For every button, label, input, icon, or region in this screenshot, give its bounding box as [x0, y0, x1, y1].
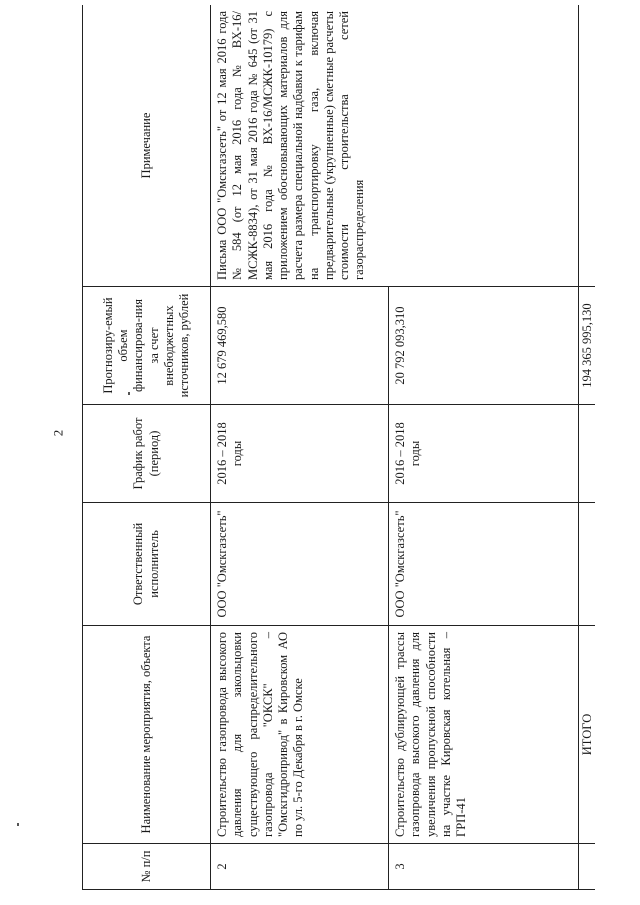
cell-num: 2 [211, 844, 389, 890]
header-executor: Ответственный исполнитель [83, 503, 211, 626]
cell-schedule: 2016 – 2018 годы [211, 405, 389, 503]
total-empty-cell [579, 503, 596, 626]
table-row [211, 5, 389, 890]
cell-executor: ООО "Омскгазсеть" [389, 503, 579, 626]
cell-schedule: 2016 – 2018 годы [389, 405, 579, 503]
header-name: Наименование мероприятия, объекта [83, 626, 211, 844]
cell-num: 3 [389, 844, 579, 890]
cell-name: Строительство газопровода высокого давления для закольцовки существующего распределительного газопровода "ОКСК" – "Омскгидропривод" в Кировском АО по ул. 5-го Декабря в г. Омске [211, 626, 389, 844]
table-total-row [579, 5, 596, 890]
total-empty-cell [579, 844, 596, 890]
cell-funding: 20 792 093,310 [389, 287, 579, 405]
total-funding: 194 365 995,130 [579, 287, 596, 405]
total-empty-cell [579, 405, 596, 503]
cell-funding: 12 679 469,580 [211, 287, 389, 405]
cell-note: Письма ООО "Омскгазсеть" от 12 мая 2016 года № 584 (от 12 мая 2016 года № ВХ-16/МСЖК-8834), от 31 мая 2016 года № 645 (от 31 мая 2016 года № ВХ-16/МСЖК-10179) с приложением обосновывающих материалов для расчета размера специальной надбавки к тарифам на транспортировку газа, включая предварительные (укрупненные) сметные расчеты стоимости строительства сетей газораспределения [211, 5, 579, 287]
total-empty-cell [579, 5, 596, 287]
header-num: № п/п [83, 844, 211, 890]
rotated-table-wrapper [82, 5, 595, 890]
total-label: ИТОГО [579, 626, 596, 844]
scan-mark [17, 823, 19, 826]
header-note: Примечание [83, 5, 211, 287]
rotated-table-sheet [82, 5, 595, 890]
header-funding: Прогнозиру-емый объем финансирова-ния за счет внебюджетных источников, рублей [83, 287, 211, 405]
header-schedule: График работ (период) [83, 405, 211, 503]
cell-name: Строительство дублирующей трассы газопровода высокого давления для увеличения пропускной способности на участке Кировская котельная – ГРП-41 [389, 626, 579, 844]
page-number: 2 [50, 429, 66, 437]
measures-table [82, 5, 595, 890]
cell-executor: ООО "Омскгазсеть" [211, 503, 389, 626]
table-header-row [83, 5, 211, 890]
